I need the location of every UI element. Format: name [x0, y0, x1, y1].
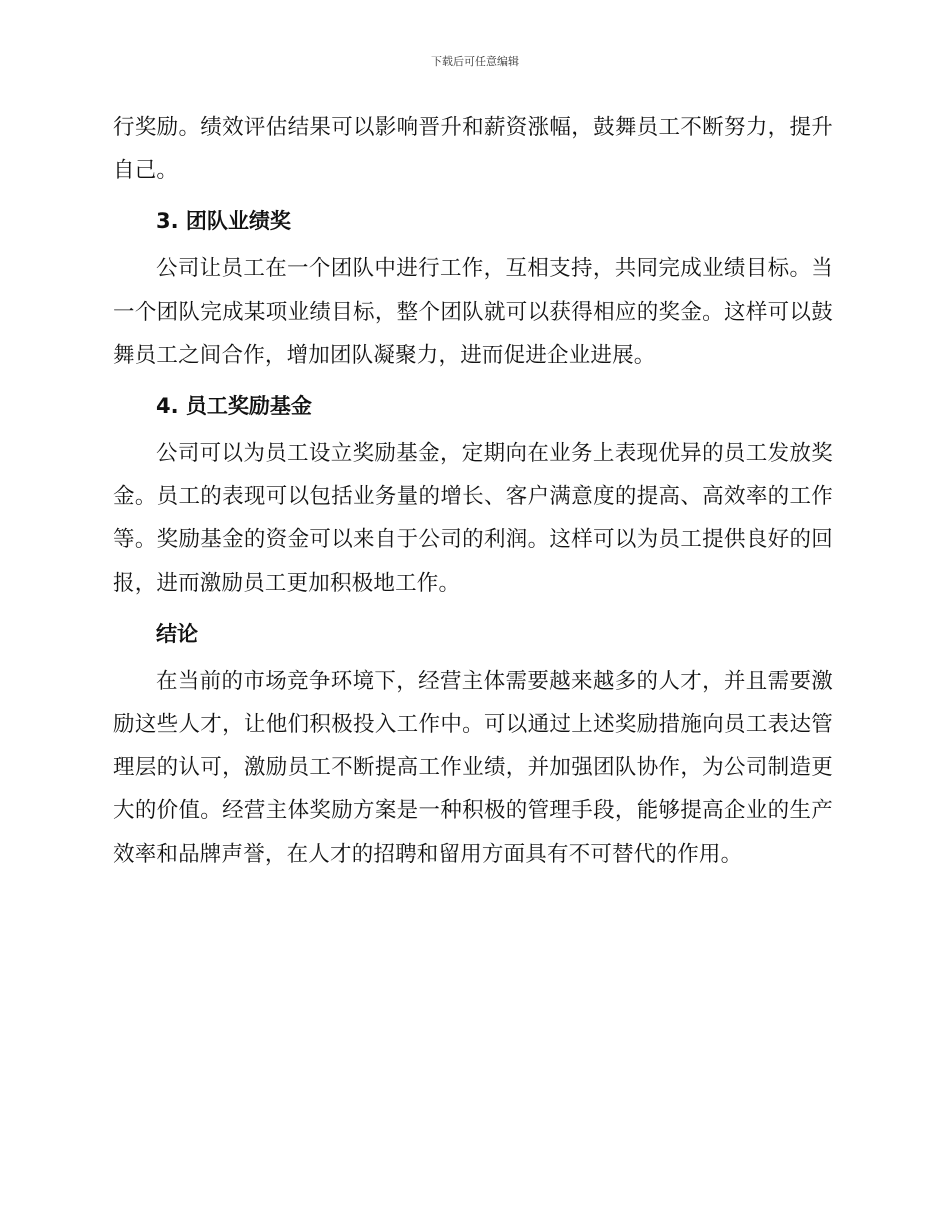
section-paragraph: 在当前的市场竞争环境下，经营主体需要越来越多的人才，并且需要激励这些人才，让他们积极投入工作中。可以通过上述奖励措施向员工表达管理层的认可，激励员工不断提高工作业绩，并加强团队协作，为公司制造更大的价值。经营主体奖励方案是一种积极的管理手段，能够提高企业的生产效率和品牌声誉，在人才的招聘和留用方面具有不可替代的作用。 [113, 668, 833, 867]
section-heading: 4. 员工奖励基金 [156, 394, 312, 419]
section-heading: 结论 [156, 621, 198, 646]
page-header: 下载后可任意编辑 [431, 55, 519, 68]
section-paragraph: 公司可以为员工设立奖励基金，定期向在业务上表现优异的员工发放奖金。员工的表现可以包括业务量的增长、客户满意度的提高、高效率的工作等。奖励基金的资金可以来自于公司的利润。这样可以为员工提供良好的回报，进而激励员工更加积极地工作。 [113, 441, 833, 596]
document-body [113, 106, 833, 876]
section-team-performance-award [113, 200, 833, 377]
section-heading: 3. 团队业绩奖 [156, 209, 291, 234]
section-conclusion [113, 613, 833, 876]
section-paragraph: 公司让员工在一个团队中进行工作，互相支持，共同完成业绩目标。当一个团队完成某项业绩目标，整个团队就可以获得相应的奖金。这样可以鼓舞员工之间合作，增加团队凝聚力，进而促进企业进展。 [113, 256, 833, 368]
intro-paragraph: 行奖励。绩效评估结果可以影响晋升和薪资涨幅，鼓舞员工不断努力，提升自己。 [113, 115, 833, 184]
section-employee-reward-fund [113, 385, 833, 605]
